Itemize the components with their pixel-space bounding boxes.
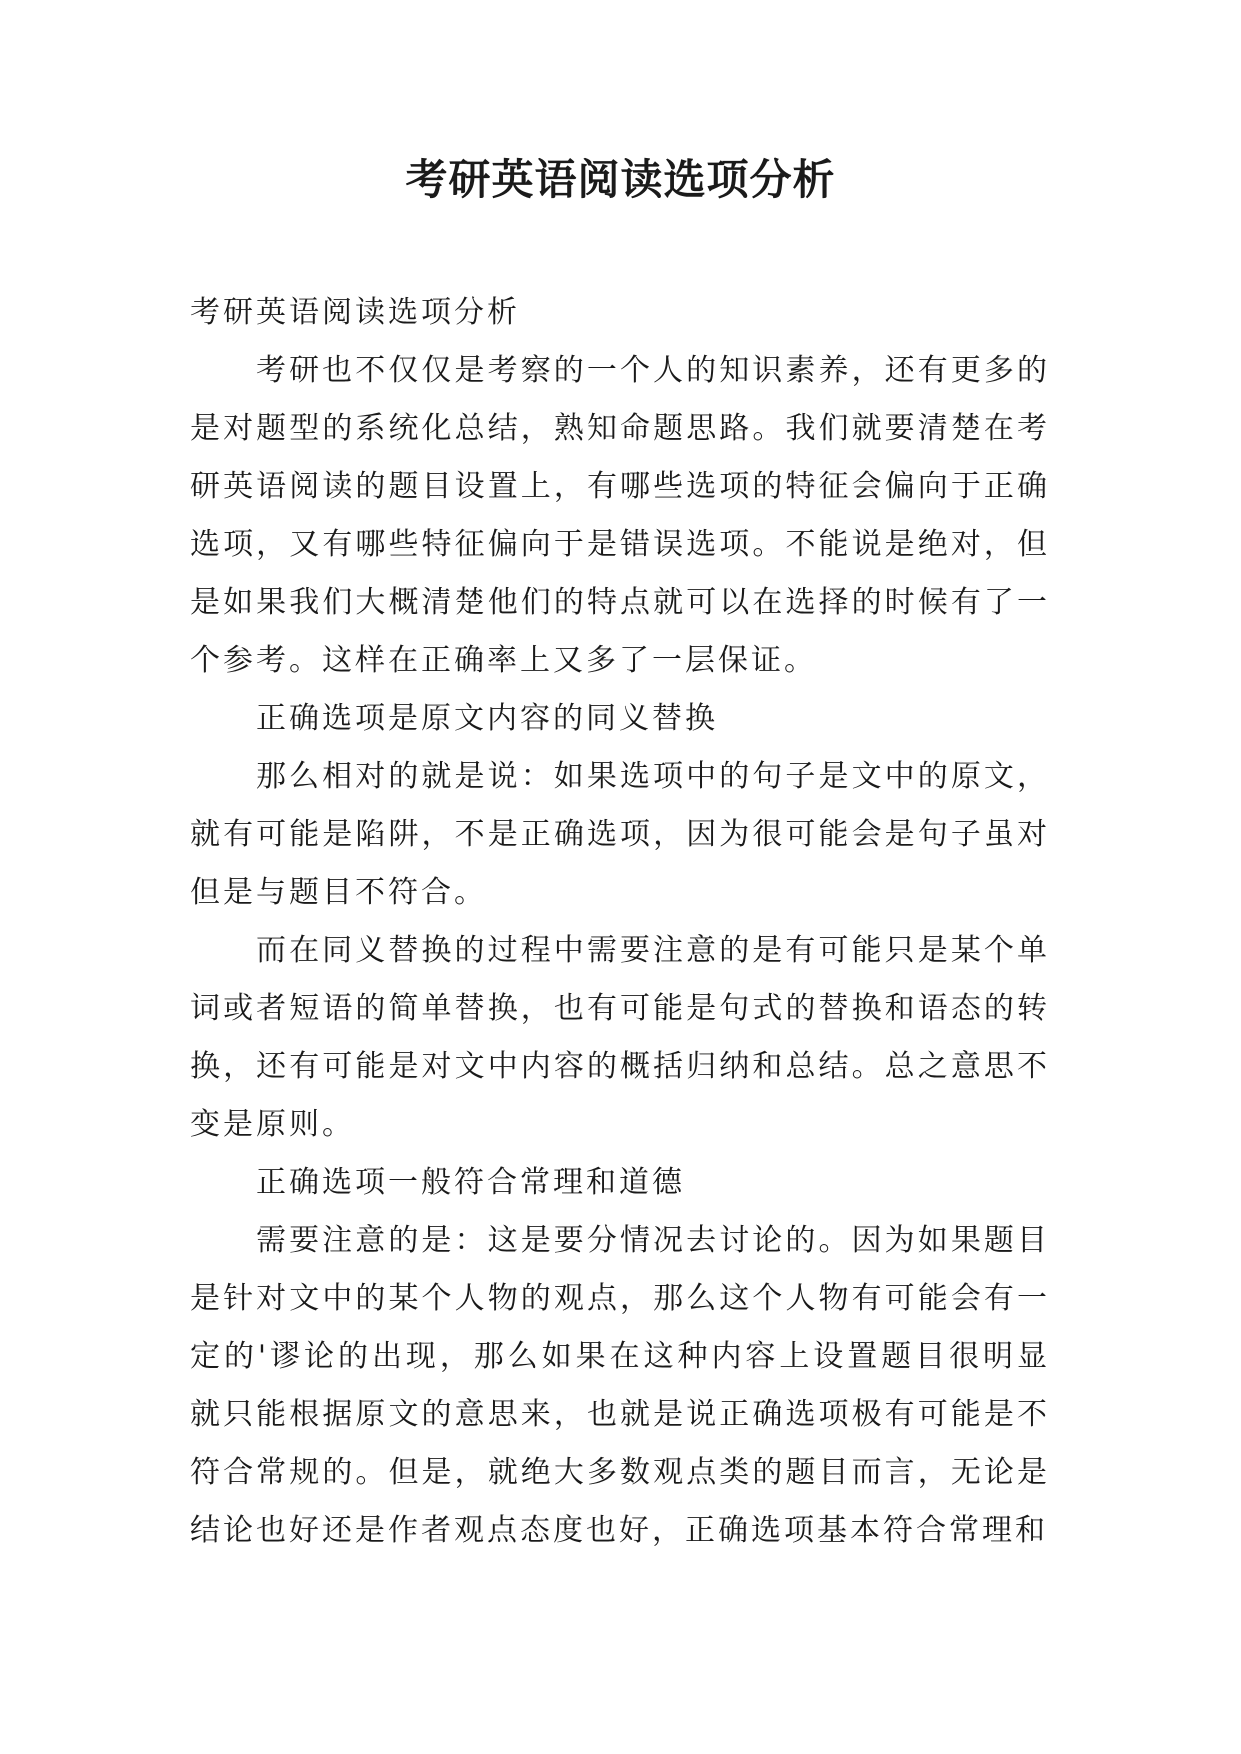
document-body xyxy=(190,284,1050,1560)
paragraph-intro: 考研也不仅仅是考察的一个人的知识素养，还有更多的是对题型的系统化总结，熟知命题思路。我们就要清楚在考研英语阅读的题目设置上，有哪些选项的特征会偏向于正确选项，又有哪些特征偏向于是错误选项。不能说是绝对，但是如果我们大概清楚他们的特点就可以在选择的时候有了一个参考。这样在正确率上又多了一层保证。 xyxy=(190,353,1050,678)
paragraph-synonym-types: 而在同义替换的过程中需要注意的是有可能只是某个单词或者短语的简单替换，也有可能是句式的替换和语态的转换，还有可能是对文中内容的概括归纳和总结。总之意思不变是原则。 xyxy=(190,933,1050,1142)
paragraph-common-sense: 需要注意的是：这是要分情况去讨论的。因为如果题目是针对文中的某个人物的观点，那么这个人物有可能会有一定的'谬论的出现，那么如果在这种内容上设置题目很明显就只能根据原文的意思来，也就是说正确选项极有可能是不符合常规的。但是，就绝大多数观点类的题目而言，无论是结论也好还是作者观点态度也好，正确选项基本符合常理和 xyxy=(190,1223,1050,1548)
document-title: 考研英语阅读选项分析 xyxy=(405,155,836,204)
section-heading-common-sense: 正确选项一般符合常理和道德 xyxy=(256,1165,685,1200)
section-heading-synonym: 正确选项是原文内容的同义替换 xyxy=(256,701,718,736)
paragraph-synonym-trap: 那么相对的就是说：如果选项中的句子是文中的原文，就有可能是陷阱，不是正确选项，因为很可能会是句子虽对但是与题目不符合。 xyxy=(190,759,1050,910)
body-heading: 考研英语阅读选项分析 xyxy=(190,295,520,330)
